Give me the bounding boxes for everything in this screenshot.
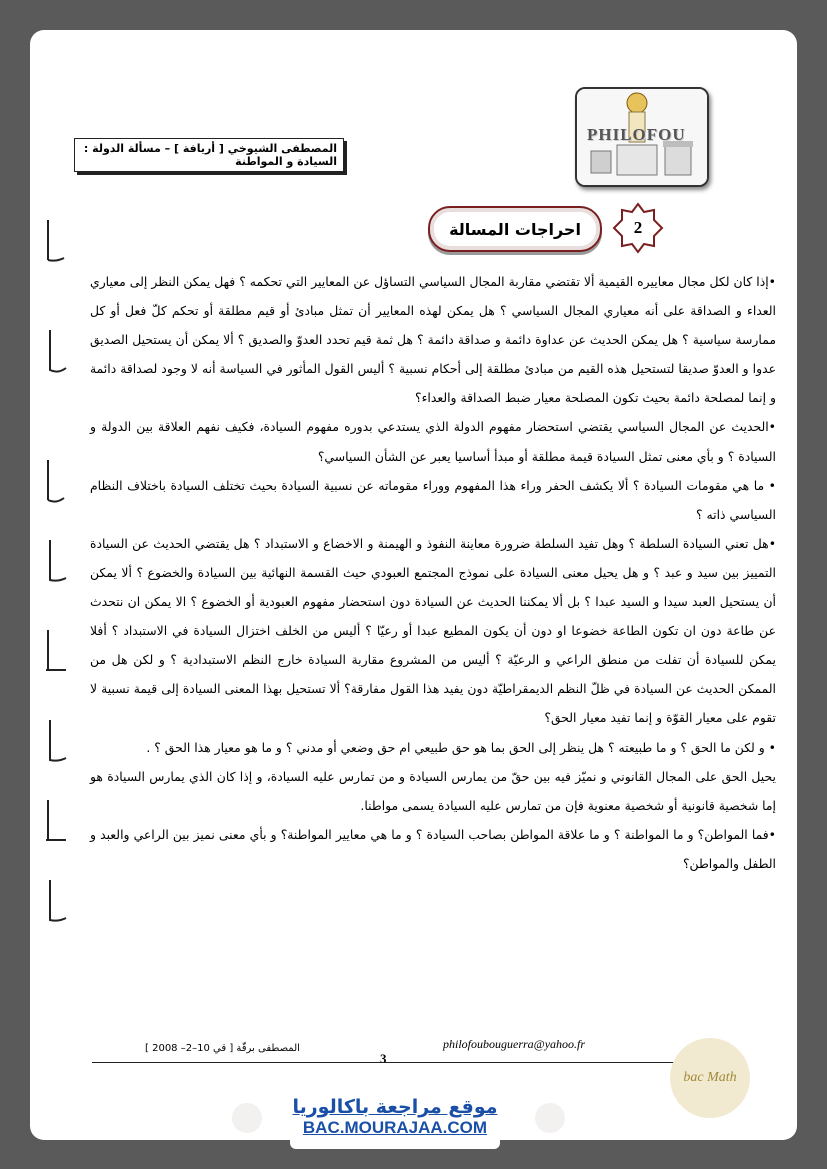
section-number: 2 bbox=[633, 218, 643, 237]
footer-author: المصطفى برقّة [ قي 10–2– 2008 ] bbox=[145, 1043, 300, 1054]
site-logo-icon bbox=[232, 1103, 262, 1133]
document-page bbox=[30, 30, 797, 1140]
paragraph: • ما هي مقومات السيادة ؟ ألا يكشف الحفر وراء هذا المفهوم ووراء مقوماته عن نسبية السيادة بحيث تختلف السيادة باختلاف النظام السياسي ذاته ؟ bbox=[90, 477, 776, 522]
section-title: احراجات المسالة bbox=[428, 206, 602, 252]
site-logo-icon bbox=[535, 1103, 565, 1133]
bac-math-badge bbox=[670, 1038, 750, 1118]
course-header bbox=[74, 138, 344, 172]
paragraph: •الحديث عن المجال السياسي يقتضي استحضار مفهوم الدولة الذي يستدعي بدوره مفهوم السيادة، فكيف نفهم العلاقة بين الدولة و السيادة ؟ و بأي معنى تمثل السيادة قيمة مطلقة أو مبدأ أساسيا يعبر عن الشأن السياسي؟ bbox=[90, 419, 776, 464]
philofou-logo bbox=[575, 87, 709, 187]
paragraph: •هل تعني السيادة السلطة ؟ وهل تفيد السلطة ضرورة معاينة النفوذ و الهيمنة و الاخضاع و الاستبداد ؟ هل يقتضي الحديث عن السيادة التمييز بين سيد و عبد ؟ و هل يحيل معنى السيادة على نموذج المجتمع العبودي حيث القسمة النهائية بين السيادة والخضوع ؟ ألا يمكن أن يستحيل العبد سيدا و السيد عبدا ؟ بل ألا يمكننا الحديث عن السيادة دون استحضار مفهوم العبودية أو الخضوع ؟ الا يمكن ان نتحدث عن طاعة دون ان تكون الطاعة خضوعا او دون أن يكون المطيع عبدا أو رعيّا ؟ أليس من الخلف اختزال السيادة في الاستبداد ؟ أفلا يمكن للسيادة أن تفلت من منطق الراعي و الرعيّة ؟ أليس من المشروع مقاربة السيادة خارج النظم الاستبدادية ؟ و لكن هل من الممكن الحديث عن السيادة في ظلّ النظم الديمقراطيّة دون يفيد هذا القول مفارقة؟ ألا تستحيل بهذا المعنى السيادة إلى قيمة نسبية لا تقوم على معيار القوّة و إنما تفيد معيار الحق؟ bbox=[90, 535, 776, 726]
bac-math-text: bac Math bbox=[683, 1070, 737, 1085]
footer-divider bbox=[92, 1062, 677, 1063]
paragraph: • و لكن ما الحق ؟ و ما طبيعته ؟ هل ينظر إلى الحق بما هو حق طبيعي ام حق وضعي أو مدني ؟ و ما هو معيار هذا الحق ؟ . bbox=[146, 739, 776, 755]
paragraph: •إذا كان لكل مجال معاييره القيمية ألا تقتضي مقاربة المجال السياسي التساؤل عن المعايير التي تحكمه ؟ فهل يمكن النظر إلى معياري العداء و الصداقة على أنه معياري المجال السياسي ؟ هل يمكن لهذه المعايير أن تمثل مبادئ أو قيم مطلقة أو تحكم كلّ فعل أو كل ممارسة سياسية ؟ هل يمكن الحديث عن عداوة دائمة و صداقة دائمة ؟ هل ثمة قيم تحدد العدوّ والصديق ؟ ألا يمكن أن يستحيل الصديق عدوا و العدوّ صديقا لتستحيل هذه القيم من مبادئ مطلقة إلى أحكام نسبية ؟ أليس القول المأثور في السياسة أنه لا وجود لصداقة دائمة و إنما لمصلحة دائمة بحيث تكون المصلحة معيار ضبط الصداقة والعداء؟ bbox=[90, 274, 776, 406]
problem-text bbox=[90, 267, 776, 878]
paragraph: يحيل الحق على المجال القانوني و نميّز فيه بين حقّ من يمارس السيادة و من تمارس عليه السيادة، و إذا كان الذي يمارس السيادة هو إما شخصية قانونية أو شخصية معنوية فإن من تمارس عليه السيادة يسمى مواطنا. bbox=[90, 768, 776, 813]
calligraphy-border-decoration bbox=[42, 200, 72, 930]
course-title: المصطفى الشيوخي [ أريافة ] – مسألة الدولة : السيادة و المواطنة bbox=[83, 142, 337, 168]
paragraph: •فما المواطن؟ و ما المواطنة ؟ و ما علاقة المواطن بصاحب السيادة ؟ و ما هي معايير المواطنة؟ و بأي معنى نميز بين الراعي والعبد و الطفل والمواطن؟ bbox=[90, 826, 776, 871]
site-domain-link[interactable]: BAC.MOURAJAA.COM bbox=[302, 1118, 488, 1137]
footer-email[interactable]: philofoubouguerra@yahoo.fr bbox=[443, 1037, 586, 1051]
site-watermark[interactable] bbox=[290, 1085, 500, 1149]
site-name-arabic[interactable]: موقع مراجعة باكالوريا bbox=[292, 1096, 498, 1118]
logo-text: PHILOFOU bbox=[587, 125, 686, 144]
page-number: 3 bbox=[380, 1051, 387, 1066]
